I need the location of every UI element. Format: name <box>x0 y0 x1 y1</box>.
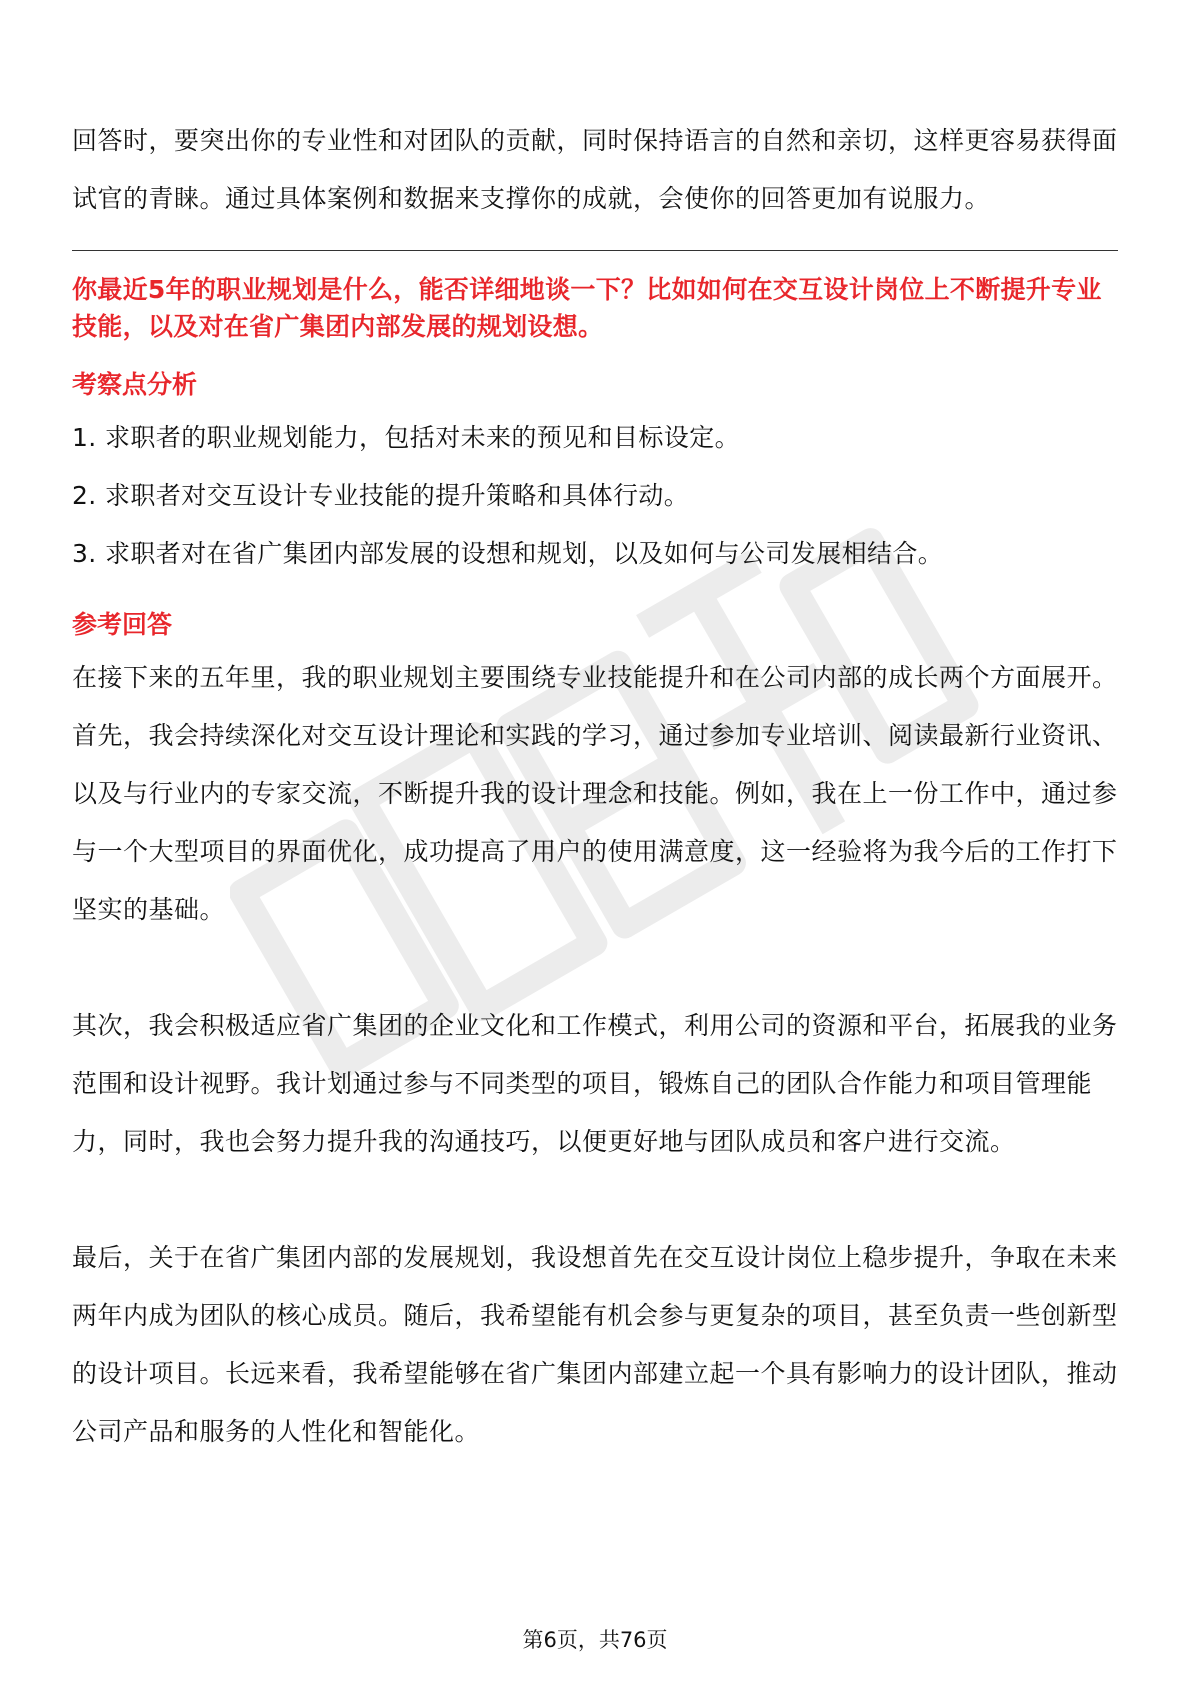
analysis-heading: 考察点分析 <box>72 370 198 399</box>
answer-heading: 参考回答 <box>72 610 173 639</box>
question-title: 你最近5年的职业规划是什么，能否详细地谈一下？比如如何在交互设计岗位上不断提升专业技能，以及对在省广集团内部发展的规划设想。 <box>72 275 1102 341</box>
intro-paragraph: 回答时，要突出你的专业性和对团队的贡献，同时保持语言的自然和亲切，这样更容易获得面试官的青睐。通过具体案例和数据来支撑你的成就，会使你的回答更加有说服力。 <box>72 126 1118 213</box>
page-footer: 第6页，共76页 <box>522 1628 668 1652</box>
answer-paragraph: 其次，我会积极适应省广集团的企业文化和工作模式，利用公司的资源和平台，拓展我的业务范围和设计视野。我计划通过参与不同类型的项目，锻炼自己的团队合作能力和项目管理能力，同时，我也会努力提升我的沟通技巧，以便更好地与团队成员和客户进行交流。 <box>72 1011 1118 1156</box>
answer-paragraph: 最后，关于在省广集团内部的发展规划，我设想首先在交互设计岗位上稳步提升，争取在未来两年内成为团队的核心成员。随后，我希望能有机会参与更复杂的项目，甚至负责一些创新型的设计项目。长远来看，我希望能够在省广集团内部建立起一个具有影响力的设计团队，推动公司产品和服务的人性化和智能化。 <box>72 1243 1118 1446</box>
analysis-points <box>72 409 1118 583</box>
analysis-point: 3. 求职者对在省广集团内部发展的设想和规划，以及如何与公司发展相结合。 <box>72 539 944 568</box>
answer-paragraph: 在接下来的五年里，我的职业规划主要围绕专业技能提升和在公司内部的成长两个方面展开。首先，我会持续深化对交互设计理论和实践的学习，通过参加专业培训、阅读最新行业资讯、以及与行业内的专家交流，不断提升我的设计理念和技能。例如，我在上一份工作中，通过参与一个大型项目的界面优化，成功提高了用户的使用满意度，这一经验将为我今后的工作打下坚实的基础。 <box>72 663 1118 924</box>
paragraph-spacer <box>72 939 1118 997</box>
section-divider <box>72 250 1118 251</box>
analysis-point: 1. 求职者的职业规划能力，包括对未来的预见和目标设定。 <box>72 423 741 452</box>
analysis-point: 2. 求职者对交互设计专业技能的提升策略和具体行动。 <box>72 481 690 510</box>
page-content <box>72 112 1118 1461</box>
paragraph-spacer <box>72 1171 1118 1229</box>
